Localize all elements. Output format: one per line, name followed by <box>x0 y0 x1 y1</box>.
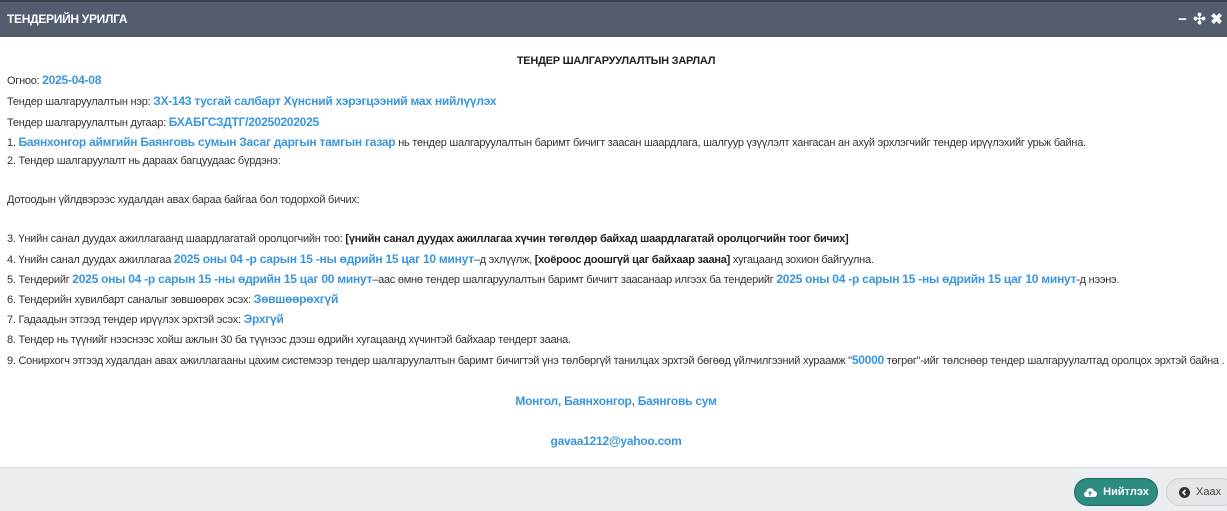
minimize-icon[interactable]: − <box>1178 11 1187 28</box>
p9-text: 9. Сонирхогч этгээд худалдан авах ажиллагааны цахим системээр тендер шалгаруулалтын баримт бичигтэй үнэ төлбөргүй танилцах эрхтэй бөгөөд үйлчилгээний хураамж " <box>7 355 852 367</box>
p7-text: 7. Гадаадын этгээд тендер ирүүлэх эрхтэй эсэх: <box>7 314 244 326</box>
window-controls <box>1176 12 1223 27</box>
paragraph-9 <box>7 352 1224 369</box>
dialog-titlebar <box>0 0 1227 37</box>
close-icon[interactable]: ✖ <box>1210 11 1223 28</box>
paragraph-7 <box>7 311 284 328</box>
p4-end: хугацаанд зохион байгуулна. <box>730 254 874 266</box>
notice-heading: ТЕНДЕР ШАЛГАРУУЛАЛТЫН ЗАРЛАЛ <box>516 55 716 67</box>
p3-text: 3. Үнийн санал дуудах ажиллагаанд шаардлагатай оролцогчийн тоо: <box>7 233 346 245</box>
paragraph-5 <box>7 271 1119 288</box>
paragraph-8: 8. Тендер нь түүнийг нээснээс хойш ажлын 30 ба түүнээс дээш өдрийн хугацаанд хүчинтэй байхаар тендерт заана. <box>7 334 571 346</box>
opening-date: 2025 оны 04 -р сарын 15 -ны өдрийн 15 цаг 10 минут <box>776 272 1077 286</box>
p5-mid: –аас өмнө тендер шалгаруулалтын баримт бичигт заасанаар илгээх ба тендерийг <box>372 274 777 286</box>
paragraph-4 <box>7 251 874 268</box>
back-arrow-icon <box>1179 487 1190 498</box>
p5-text: 5. Тендерийг <box>7 274 73 286</box>
date-value: 2025-04-08 <box>42 73 102 87</box>
p6-text: 6. Тендерийн хувилбарт саналыг зөвшөөрөх эсэх: <box>7 294 254 306</box>
paragraph-2: 2. Тендер шалгаруулалт нь дараах багцуудаас бүрдэнэ: <box>7 155 281 167</box>
p4-mid: –д эхлүүлж, <box>473 254 535 266</box>
cloud-upload-icon <box>1083 487 1097 498</box>
p5-end: -д нээнэ. <box>1076 274 1120 286</box>
close-label: Хаах <box>1196 486 1222 498</box>
dialog-title: ТЕНДЕРИЙН УРИЛГА <box>7 12 128 26</box>
domestic-note: Дотоодын үйлдвэрээс худалдан авах бараа байгаа бол тодорхой бичих: <box>7 194 360 206</box>
paragraph-6 <box>7 291 338 308</box>
tender-number-row <box>7 114 319 131</box>
contact-email: gavaa1212@yahoo.com <box>550 434 682 448</box>
paragraph-3 <box>7 231 848 247</box>
tender-number-value: БХАБГСЗДТГ/20250202025 <box>168 115 319 129</box>
publish-label: Нийтлэх <box>1103 486 1149 498</box>
tender-number-label: Тендер шалгаруулалтын дугаар: <box>7 117 169 129</box>
dialog-footer <box>0 467 1227 511</box>
date-row <box>7 72 101 89</box>
location: Монгол, Баянхонгор, Баянговь сум <box>515 394 717 408</box>
p4-bracket: [хоёроос доошгүй цаг байхаар заана] <box>534 254 731 266</box>
notice-content <box>0 37 1227 467</box>
p1-text: нь тендер шалгаруулалтын баримт бичигт заасан шаардлага, шалгуур үзүүлэлт хангасан ан ахуй эрхлэгчийг тендер ирүүлэхийг урьж байна. <box>395 137 1086 149</box>
p9-end: төгрөг"-ийг төлснөөр тендер шалгаруулалтад оролцох эрхтэй байна . <box>883 355 1225 367</box>
fee-value: 50000 <box>851 353 884 367</box>
p3-value: [үнийн санал дуудах ажиллагаа хүчин төгөлдөр байхад шаардлагатай оролцогчийн тоог бичих] <box>345 233 849 245</box>
submission-deadline: 2025 оны 04 -р сарын 15 -ны өдрийн 15 цаг 00 минут <box>72 272 373 286</box>
tender-name-value: ЗХ-143 тусгай салбарт Хүнсний хэрэгцээний мах нийлүүлэх <box>153 94 497 108</box>
date-label: Огноо: <box>7 75 43 87</box>
organization-name: Баянхонгор аймгийн Баянговь сумын Засаг даргын тамгын газар <box>18 135 396 149</box>
close-button[interactable] <box>1166 478 1227 506</box>
foreign-entity-value: Эрхгүй <box>243 312 284 326</box>
p4-text: 4. Үнийн санал дуудах ажиллагаа <box>7 254 174 266</box>
auction-start-date: 2025 оны 04 -р сарын 15 -ны өдрийн 15 цаг 10 минут <box>173 252 474 266</box>
tender-name-label: Тендер шалгаруулалтын нэр: <box>7 96 154 108</box>
paragraph-1 <box>7 134 1086 151</box>
tender-name-row <box>7 93 496 110</box>
move-icon[interactable]: ✣ <box>1193 11 1206 28</box>
publish-button[interactable] <box>1074 478 1158 506</box>
p1-prefix: 1. <box>7 137 19 149</box>
alternative-bid-value: Зөвшөөрөхгүй <box>253 292 339 306</box>
